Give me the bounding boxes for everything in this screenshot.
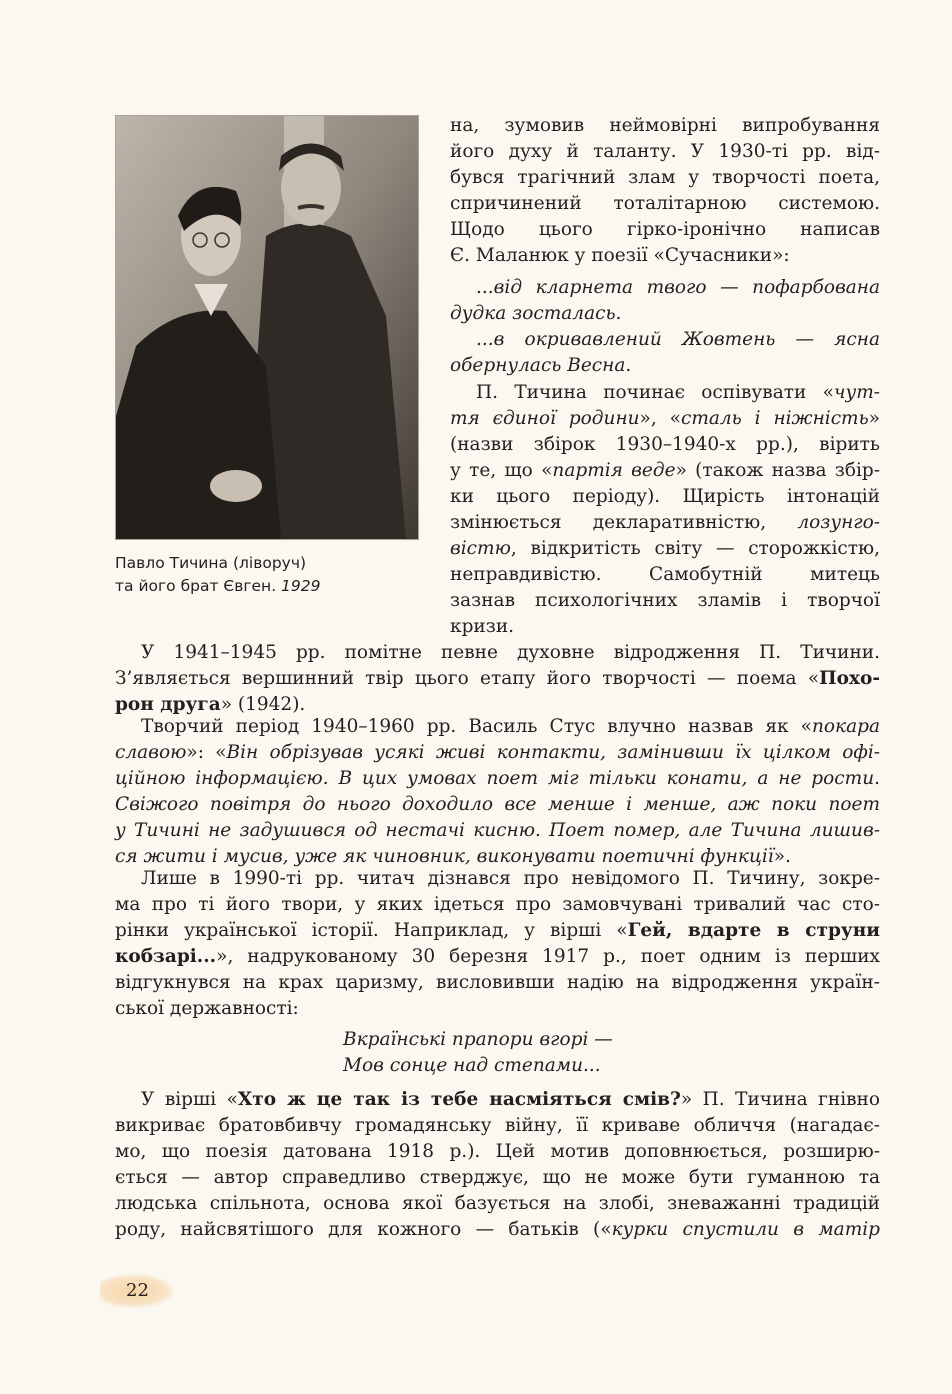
- text-line: [115, 740, 880, 766]
- text-line: ційною інформацією. В цих умовах поет міг тільки конати, а не рости.: [115, 768, 880, 789]
- caption-year: 1929: [281, 577, 321, 595]
- caption-text: та його брат Євген.: [115, 577, 282, 595]
- quote-line: ...в окривавлений Жовтень — ясна: [476, 329, 880, 350]
- text-line: кризи.: [450, 616, 515, 637]
- text-line: зазнав психологічних зламів і творчої: [450, 590, 880, 611]
- poem-line: Вкраїнські прапори вгорі —: [343, 1029, 613, 1050]
- text-line: [450, 510, 880, 536]
- text-line: людська спільнота, основа якої базується на злобі, зневажанні традицій: [115, 1193, 880, 1214]
- text-span: покара: [811, 716, 880, 737]
- paragraph-1941-1945: [115, 640, 880, 718]
- caption-line-2: [115, 575, 425, 598]
- text-line: неправдивістю. Самобутній митець: [450, 564, 880, 585]
- text-span: Похо-: [819, 668, 880, 689]
- text-span: ся жити і мусив, уже як чиновник, виконувати поетичні функції: [115, 846, 774, 867]
- text-line: Є. Маланюк у поезії «Сучасники»:: [450, 245, 790, 266]
- text-span: Хто ж це так із тебе насміяться смів?: [237, 1089, 681, 1110]
- text-line: мо, що поезія датована 1918 р.). Цей мотив доповнюється, розширю-: [115, 1141, 880, 1162]
- right-column-paragraph-1: [450, 113, 880, 269]
- quote-line: ...від кларнета твого — пофарбована: [476, 277, 880, 298]
- text-line: ської державності:: [115, 998, 299, 1019]
- text-line: [115, 944, 880, 970]
- text-line: на, зумовив неймовірні випробування: [450, 115, 880, 136]
- photo-tychyna-brothers: [115, 115, 419, 540]
- text-line: бувся трагічний злам у творчості поета,: [450, 167, 880, 188]
- text-line: спричинений тоталітарною системою.: [450, 193, 880, 214]
- text-span: У вірші «: [141, 1089, 238, 1110]
- text-span: рон друга: [115, 694, 221, 715]
- text-span: П. Тичина починає оспівувати «: [476, 382, 834, 403]
- text-span: курки спустили в матір: [611, 1219, 880, 1240]
- text-line: [450, 380, 880, 406]
- text-span: Він обрізував усякі живі контакти, замінивши їх цілком офі-: [226, 742, 880, 763]
- text-line: у Тичині не задушився од нестачі кисню. Поет помер, але Тичина лишив-: [115, 820, 880, 841]
- text-span: тя єдиної родини: [450, 408, 640, 429]
- text-span: вістю: [450, 538, 511, 559]
- page-number: 22: [100, 1274, 174, 1308]
- photo-caption: [115, 552, 425, 598]
- text-line: [115, 918, 880, 944]
- text-span: змінюється декларативністю,: [450, 512, 798, 533]
- text-span: » (1942).: [220, 694, 306, 715]
- text-line: [450, 406, 880, 432]
- right-column-paragraph-2: [450, 380, 880, 640]
- quote-line: обернулась Весна.: [450, 355, 632, 376]
- text-span: » П. Тичина гнівно: [680, 1089, 880, 1110]
- text-span: » (також назва збір-: [675, 460, 881, 481]
- paragraph-civil-war-poem: [115, 1087, 880, 1243]
- text-span: »: [868, 408, 880, 429]
- malaniuk-quote: [450, 275, 880, 379]
- text-span: Гей, вдарте в струни: [627, 920, 880, 941]
- text-line: викриває братовбивчу громадянську війну, її криваве обличчя (нагадає-: [115, 1115, 880, 1136]
- text-span: Творчий період 1940–1960 рр. Василь Стус влучно назвав як «: [141, 716, 812, 737]
- text-line: [115, 1217, 880, 1243]
- text-span: », надрукованому 30 березня 1917 р., поет одним із перших: [216, 946, 880, 967]
- text-span: роду, найсвятішого для кожного — батьків («: [115, 1219, 612, 1240]
- text-span: кобзарі...: [115, 946, 217, 967]
- text-line: ється — автор справедливо стверджує, що не може бути гуманною та: [115, 1167, 880, 1188]
- text-line: Свіжого повітря до нього доходило все менше і менше, аж поки поет: [115, 794, 880, 815]
- text-line: [115, 666, 880, 692]
- text-span: у те, що «: [450, 460, 553, 481]
- text-span: , відкритість світу — сторожкістю,: [510, 538, 880, 559]
- text-span: рінки української історії. Наприклад, у вірші «: [115, 920, 628, 941]
- text-line: ки цього періоду). Щирість інтонацій: [450, 486, 880, 507]
- text-line: [450, 458, 880, 484]
- quote-line: дудка зосталась.: [450, 303, 622, 324]
- text-span: лозунго-: [797, 512, 880, 533]
- text-line: Лише в 1990-ті рр. читач дізнався про невідомого П. Тичину, зокре-: [141, 868, 880, 889]
- text-line: (назви збірок 1930–1940-х рр.), вірить: [450, 434, 880, 455]
- text-span: партія веде: [552, 460, 676, 481]
- text-line: [115, 714, 880, 740]
- text-line: його духу й таланту. У 1930-ті рр. від-: [450, 141, 880, 162]
- text-line: У 1941–1945 рр. помітне певне духовне відродження П. Тичини.: [141, 642, 880, 663]
- photo-image: [116, 116, 418, 539]
- text-span: сталь і ніжність: [680, 408, 869, 429]
- text-span: »: «: [186, 742, 227, 763]
- caption-line-1: Павло Тичина (ліворуч): [115, 554, 307, 572]
- text-span: », «: [639, 408, 681, 429]
- poem-line: Мов сонце над степами...: [343, 1055, 601, 1076]
- paragraph-stus-quote: [115, 714, 880, 870]
- poem-excerpt: [115, 1027, 880, 1079]
- paragraph-1990s: [115, 866, 880, 1022]
- text-line: [115, 1087, 880, 1113]
- text-span: чут-: [833, 382, 880, 403]
- text-span: З’являється вершинний твір цього етапу його творчості — поема «: [115, 668, 820, 689]
- text-span: славою: [115, 742, 187, 763]
- text-line: відгукнувся на крах царизму, висловивши надію на відродження україн-: [115, 972, 880, 993]
- text-span: ».: [773, 846, 791, 867]
- text-line: Щодо цього гірко-іронічно написав: [450, 219, 880, 240]
- text-line: ма про ті його твори, у яких ідеться про замовчувані тривалий час сто-: [115, 894, 880, 915]
- text-line: [450, 536, 880, 562]
